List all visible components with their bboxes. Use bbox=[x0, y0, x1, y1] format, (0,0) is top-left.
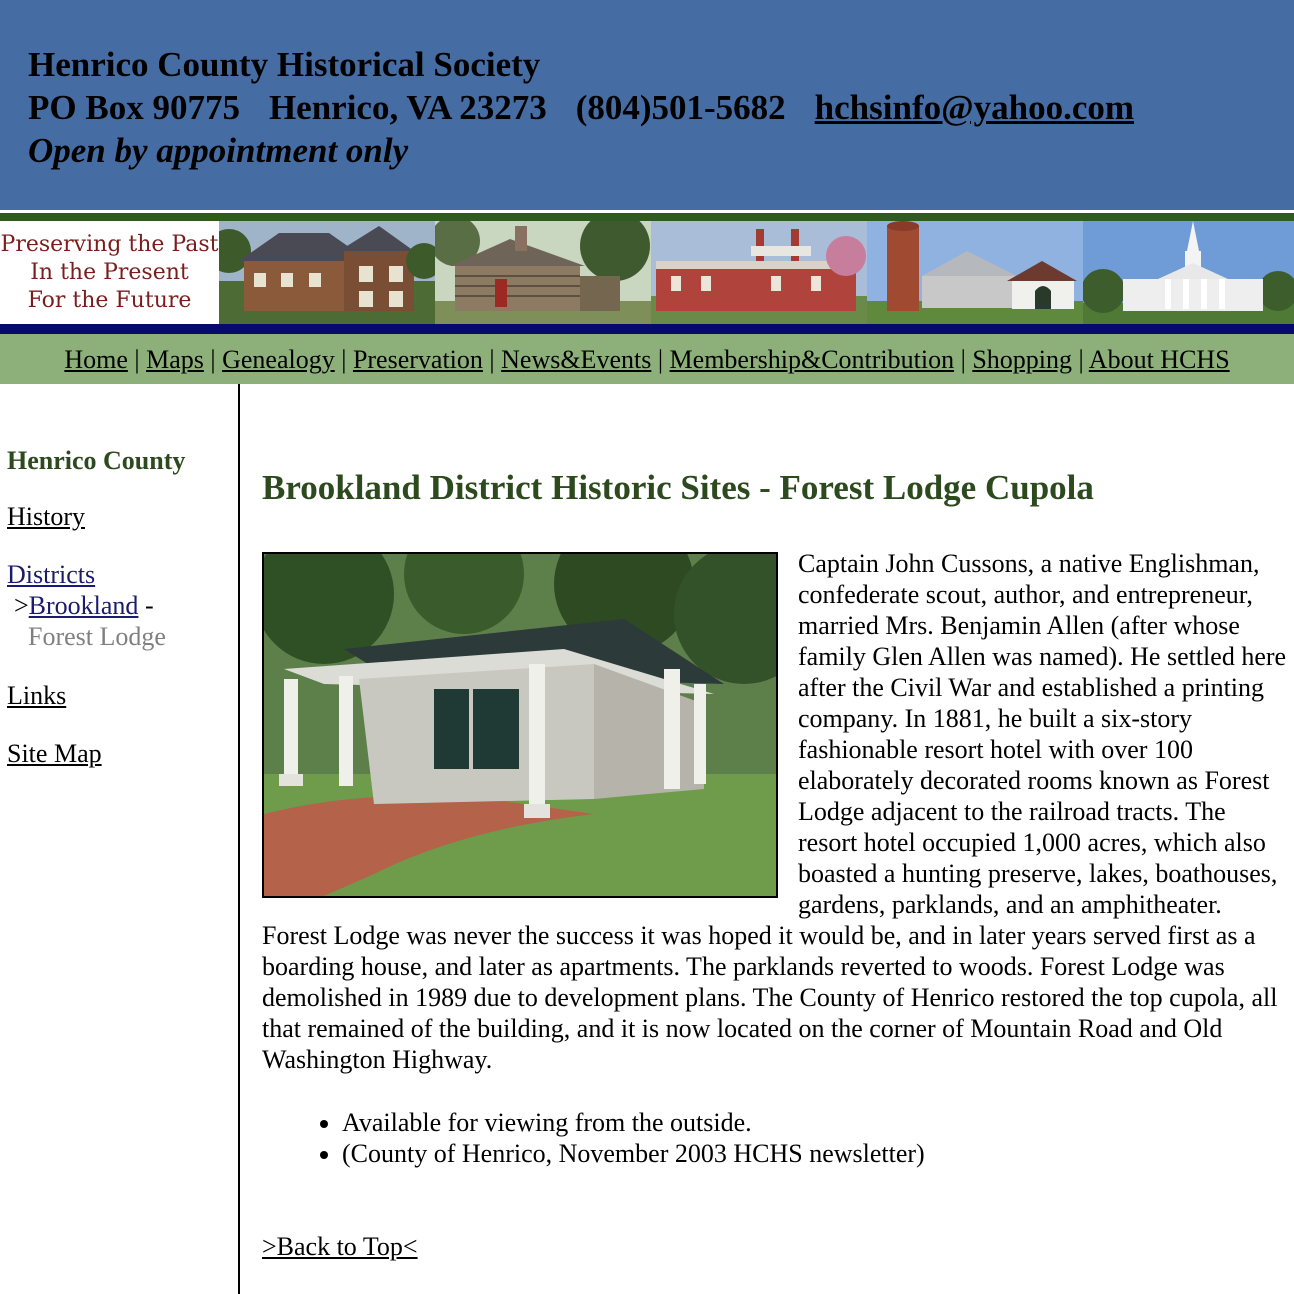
sidebar-link-links[interactable]: Links bbox=[7, 681, 67, 710]
banner-photo-barn bbox=[867, 221, 1083, 324]
sub-prefix: > bbox=[14, 591, 29, 620]
nav-about[interactable]: About HCHS bbox=[1088, 345, 1230, 374]
nav-home[interactable]: Home bbox=[64, 345, 128, 374]
sidebar-link-brookland[interactable]: Brookland bbox=[28, 591, 139, 620]
nav-shopping[interactable]: Shopping bbox=[972, 345, 1072, 374]
nav-maps[interactable]: Maps bbox=[146, 345, 204, 374]
nav-news-events[interactable]: News&Events bbox=[501, 345, 652, 374]
list-item: • Available for viewing from the outside. bbox=[342, 1107, 1290, 1138]
nav-separator: | bbox=[341, 345, 347, 374]
phone: (804)501-5682 bbox=[575, 88, 786, 127]
sidebar-item-links bbox=[7, 681, 66, 711]
page-title: Brookland District Historic Sites - Forest Lodge Cupola bbox=[262, 468, 1094, 507]
nav-separator: | bbox=[210, 345, 216, 374]
sub-suffix: - bbox=[138, 591, 154, 620]
sidebar-heading: Henrico County bbox=[7, 446, 186, 475]
city: Henrico, VA 23273 bbox=[268, 88, 547, 127]
banner-photo-mansion bbox=[651, 221, 867, 324]
banner-photo-manor bbox=[219, 221, 435, 324]
contact-line bbox=[28, 88, 1134, 128]
nav-genealogy[interactable]: Genealogy bbox=[222, 345, 335, 374]
nav-preservation[interactable]: Preservation bbox=[352, 345, 483, 374]
sidebar-item-site-map bbox=[7, 739, 102, 769]
sidebar bbox=[0, 384, 240, 1294]
sidebar-item-districts bbox=[7, 560, 95, 590]
sidebar-link-site-map[interactable]: Site Map bbox=[7, 739, 102, 768]
sidebar-link-districts[interactable]: Districts bbox=[7, 560, 96, 589]
email-link[interactable]: hchsinfo@yahoo.com bbox=[814, 88, 1135, 127]
nav-separator: | bbox=[657, 345, 664, 374]
sidebar-subitem-brookland bbox=[14, 591, 154, 621]
nav-separator: | bbox=[489, 345, 495, 374]
divider bbox=[0, 213, 1294, 221]
nav-membership[interactable]: Membership&Contribution bbox=[669, 345, 955, 374]
po-box: PO Box 90775 bbox=[28, 88, 240, 127]
divider bbox=[0, 324, 1294, 334]
tagline-line: For the Future bbox=[27, 288, 192, 313]
banner bbox=[0, 221, 1294, 324]
article-bullets bbox=[262, 1107, 1290, 1169]
article bbox=[262, 548, 1290, 1169]
sidebar-current-page: Forest Lodge bbox=[28, 622, 166, 651]
org-name: Henrico County Historical Society bbox=[28, 45, 541, 84]
forest-lodge-cupola-photo bbox=[262, 552, 778, 898]
nav-separator: | bbox=[960, 345, 966, 374]
tagline-line: Preserving the Past bbox=[0, 232, 219, 257]
tagline-line: In the Present bbox=[30, 260, 189, 285]
site-header bbox=[0, 0, 1294, 210]
sidebar-item-history bbox=[7, 502, 85, 532]
nav-separator: | bbox=[1078, 345, 1084, 374]
banner-photo-cabin bbox=[435, 221, 651, 324]
hours-note: Open by appointment only bbox=[28, 131, 409, 170]
tagline-logo bbox=[0, 221, 219, 324]
main-nav bbox=[0, 334, 1294, 384]
list-item: • (County of Henrico, November 2003 HCHS newsletter) bbox=[342, 1138, 1290, 1169]
article-body: Captain John Cussons, a native Englishman, confederate scout, author, and entrepreneur, married Mrs. Benjamin Allen (after whose family Glen Allen was named). He settled here after the Civil War and established a printing company. In 1881, he built a six-story fashionable resort hotel with over 100 elaborately decorated rooms known as Forest Lodge adjacent to the railroad tracts. The resort hotel occupied 1,000 acres, which also boasted a hunting preserve, lakes, boathouses, gardens, parklands, and an amphitheater. Forest Lodge was never the success it was hoped it would be, and in later years served first as a boarding house, and later as apartments. The parklands reverted to woods. Forest Lodge was demolished in 1989 due to development plans. The County of Henrico restored the top cupola, all that remained of the building, and it is now located on the corner of Mountain Road and Old Washington Highway. bbox=[262, 549, 1287, 1074]
banner-photo-church bbox=[1083, 221, 1294, 324]
sidebar-link-history[interactable]: History bbox=[7, 502, 85, 531]
back-to-top-link[interactable]: >Back to Top< bbox=[262, 1232, 418, 1261]
nav-separator: | bbox=[134, 345, 140, 374]
